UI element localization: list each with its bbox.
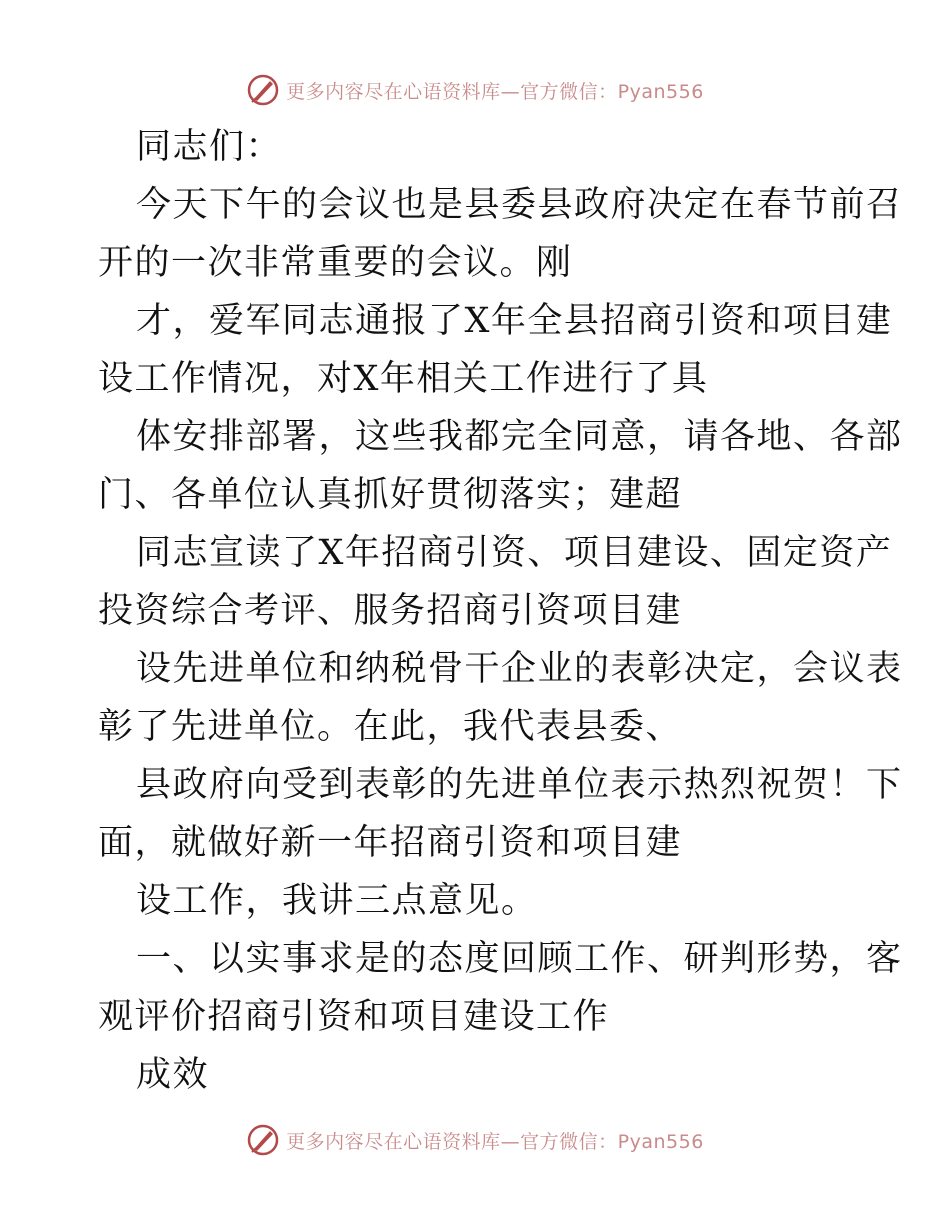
header-banner: [0, 70, 950, 110]
document-line: 体安排部署，这些我都完全同意，请各地、各部: [136, 417, 903, 457]
document-line: 面，就做好新一年招商引资和项目建: [98, 823, 683, 863]
footer-banner: [0, 1120, 950, 1160]
document-line: 今天下午的会议也是县委县政府决定在春节前召: [136, 185, 903, 225]
header-banner-text: 更多内容尽在心语资料库—官方微信：Pyan556: [286, 80, 704, 103]
document-line: 一、以实事求是的态度回顾工作、研判形势，客: [136, 939, 903, 979]
document-body: [98, 118, 903, 1104]
document-line: 观评价招商引资和项目建设工作: [98, 997, 610, 1037]
document-line: 成效: [136, 1055, 210, 1095]
document-line: 投资综合考评、服务招商引资项目建: [98, 591, 683, 631]
footer-banner-text: 更多内容尽在心语资料库—官方微信：Pyan556: [286, 1130, 704, 1153]
document-line: 彰了先进单位。在此，我代表县委、: [98, 707, 683, 747]
document-line: 设工作情况，对X年相关工作进行了具: [98, 359, 709, 399]
document-line: 县政府向受到表彰的先进单位表示热烈祝贺！下: [136, 765, 903, 805]
document-line: 才，爱军同志通报了X年全县招商引资和项目建: [136, 301, 893, 341]
quill-pen-logo-icon: [246, 1123, 280, 1157]
document-line: 门、各单位认真抓好贯彻落实；建超: [98, 475, 683, 515]
document-line: 设先进单位和纳税骨干企业的表彰决定，会议表: [136, 649, 903, 689]
document-line: 设工作，我讲三点意见。: [136, 881, 538, 921]
document-line: 同志宣读了X年招商引资、项目建设、固定资产: [136, 533, 893, 573]
document-line: 开的一次非常重要的会议。刚: [98, 243, 573, 283]
quill-pen-logo-icon: [246, 73, 280, 107]
document-line: 同志们：: [136, 127, 283, 167]
